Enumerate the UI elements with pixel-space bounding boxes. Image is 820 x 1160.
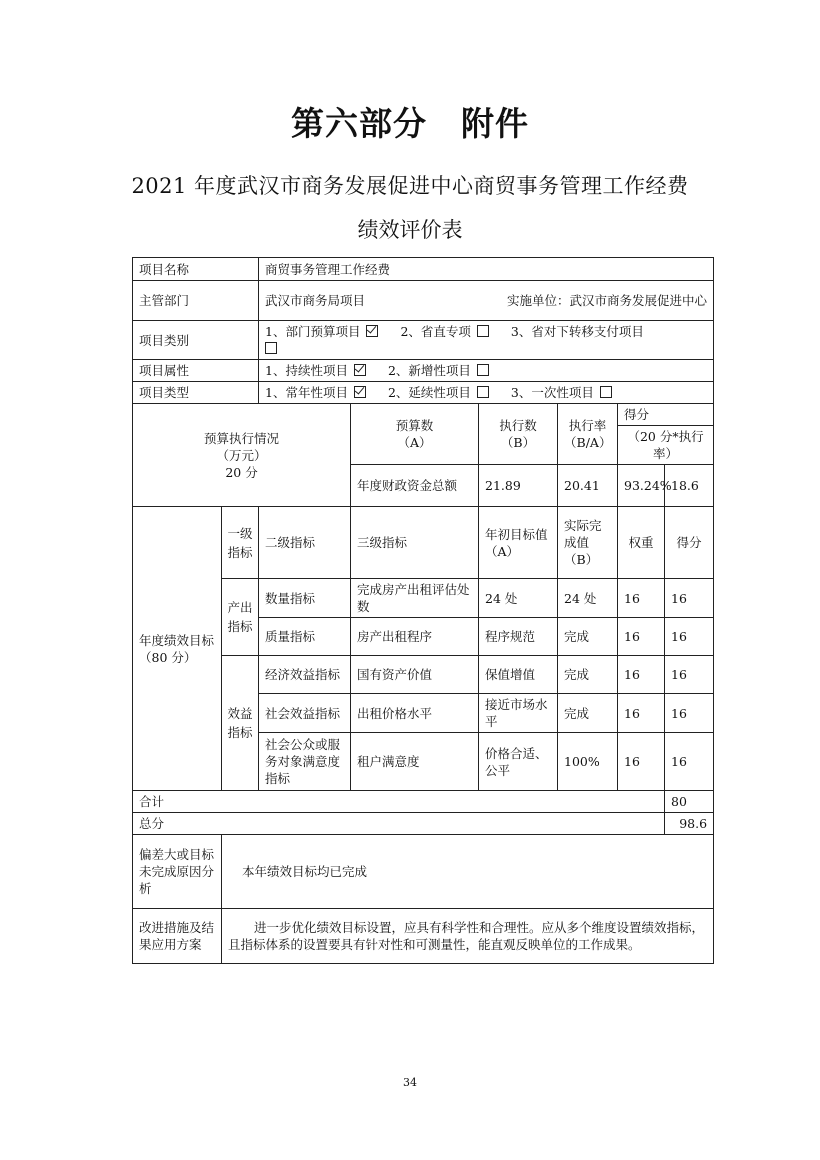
budget-execution-label: 预算执行情况 （万元） 20 分 (133, 404, 351, 507)
table-title-line1: 2021 年度武汉市商务发展促进中心商贸事务管理工作经费 (131, 174, 689, 198)
row-attribute (133, 360, 714, 382)
execution-rate-header: 执行率 （B/A） (558, 404, 618, 465)
row-improvement (133, 909, 714, 964)
weight-cell: 16 (618, 694, 665, 733)
weight-cell: 16 (618, 733, 665, 791)
row-type (133, 382, 714, 404)
row-total (133, 813, 714, 835)
total-label: 总分 (133, 813, 665, 835)
attribute-label: 项目属性 (133, 360, 259, 382)
benefit-indicator-label: 效益指标 (222, 656, 259, 791)
row-deviation (133, 835, 714, 909)
checkbox-empty-icon (265, 342, 277, 354)
level2-cell: 数量指标 (259, 579, 351, 618)
total-value: 98.6 (665, 813, 714, 835)
target-cell: 接近市场水平 (479, 694, 558, 733)
type-label: 项目类型 (133, 382, 259, 404)
part-title-left: 第六部分 (291, 104, 427, 143)
checkbox-empty-icon (600, 386, 612, 398)
actual-cell: 完成 (558, 618, 618, 656)
checkbox-checked-icon (354, 386, 366, 398)
level3-header: 三级指标 (351, 507, 479, 579)
table-title-line2: 绩效评价表 (357, 218, 463, 242)
type-opt3: 3、一次性项目 (510, 385, 594, 400)
part-title (0, 98, 820, 145)
score-col-header: 得分 (665, 507, 714, 579)
performance-evaluation-table (132, 257, 714, 964)
row-subtotal (133, 791, 714, 813)
row-budget-header (133, 404, 714, 426)
deviation-label: 偏差大或目标未完成原因分析 (133, 835, 222, 909)
annual-goals-label: 年度绩效目标（80 分） (133, 507, 222, 791)
score-formula-header: （20 分*执行率） (618, 426, 714, 465)
category-opt3: 3、省对下转移支付项目 (510, 324, 644, 339)
output-indicator-label: 产出指标 (222, 579, 259, 656)
target-cell: 保值增值 (479, 656, 558, 694)
score-cell: 16 (665, 579, 714, 618)
level2-cell: 社会效益指标 (259, 694, 351, 733)
level2-cell: 质量指标 (259, 618, 351, 656)
improvement-value: 进一步优化绩效目标设置，应具有科学性和合理性。应从多个维度设置绩效指标，且指标体系的设置要具有针对性和可测量性，能直观反映单位的工作成果。 (222, 909, 714, 964)
project-name-label: 项目名称 (133, 258, 259, 281)
department-label: 主管部门 (133, 281, 259, 321)
checkbox-empty-icon (477, 364, 489, 376)
score-cell: 16 (665, 656, 714, 694)
actual-cell: 100% (558, 733, 618, 791)
part-title-right: 附件 (461, 104, 529, 143)
score-cell: 16 (665, 694, 714, 733)
score-header: 得分 (618, 404, 714, 426)
level1-header: 一级指标 (222, 507, 259, 579)
actual-cell: 24 处 (558, 579, 618, 618)
level3-cell: 出租价格水平 (351, 694, 479, 733)
checkbox-empty-icon (477, 386, 489, 398)
actual-cell: 完成 (558, 694, 618, 733)
checkbox-checked-icon (366, 325, 378, 337)
attribute-opt2: 2、新增性项目 (387, 363, 471, 378)
improvement-label: 改进措施及结果应用方案 (133, 909, 222, 964)
attribute-opt1: 1、持续性项目 (265, 363, 348, 378)
execution-value: 20.41 (558, 465, 618, 507)
execution-amount-header: 执行数 （B） (479, 404, 558, 465)
fiscal-total-label: 年度财政资金总额 (351, 465, 479, 507)
category-opt2: 2、省直专项 (400, 324, 471, 339)
target-cell: 24 处 (479, 579, 558, 618)
level2-cell: 经济效益指标 (259, 656, 351, 694)
score-cell: 16 (665, 733, 714, 791)
target-cell: 程序规范 (479, 618, 558, 656)
target-header: 年初目标值（A） (479, 507, 558, 579)
level2-cell: 社会公众或服务对象满意度指标 (259, 733, 351, 791)
level3-cell: 租户满意度 (351, 733, 479, 791)
row-project-name (133, 258, 714, 281)
actual-header: 实际完成值（B） (558, 507, 618, 579)
weight-header: 权重 (618, 507, 665, 579)
level3-cell: 国有资产价值 (351, 656, 479, 694)
row-department (133, 281, 714, 321)
subtotal-value: 80 (665, 791, 714, 813)
page-number: 34 (403, 1076, 417, 1089)
department-value: 武汉市商务局项目 (265, 293, 366, 308)
type-opt2: 2、延续性项目 (387, 385, 471, 400)
score-cell: 16 (665, 618, 714, 656)
actual-cell: 完成 (558, 656, 618, 694)
level3-cell: 完成房产出租评估处数 (351, 579, 479, 618)
target-cell: 价格合适、公平 (479, 733, 558, 791)
checkbox-empty-icon (477, 325, 489, 337)
weight-cell: 16 (618, 579, 665, 618)
budget-amount-header: 预算数 （A） (351, 404, 479, 465)
execution-rate-value: 93.24% (618, 465, 665, 507)
budget-score-value: 18.6 (665, 465, 714, 507)
level2-header: 二级指标 (259, 507, 351, 579)
budget-value: 21.89 (479, 465, 558, 507)
row-category (133, 321, 714, 360)
level3-cell: 房产出租程序 (351, 618, 479, 656)
checkbox-checked-icon (354, 364, 366, 376)
deviation-value: 本年绩效目标均已完成 (222, 835, 714, 909)
category-label: 项目类别 (133, 321, 259, 360)
subtotal-label: 合计 (133, 791, 665, 813)
row-goals-header (133, 507, 714, 579)
weight-cell: 16 (618, 656, 665, 694)
project-name-value: 商贸事务管理工作经费 (259, 258, 714, 281)
category-opt1: 1、部门预算项目 (265, 324, 361, 339)
weight-cell: 16 (618, 618, 665, 656)
implementing-unit: 实施单位：武汉市商务发展促进中心 (507, 293, 708, 308)
type-opt1: 1、常年性项目 (265, 385, 348, 400)
